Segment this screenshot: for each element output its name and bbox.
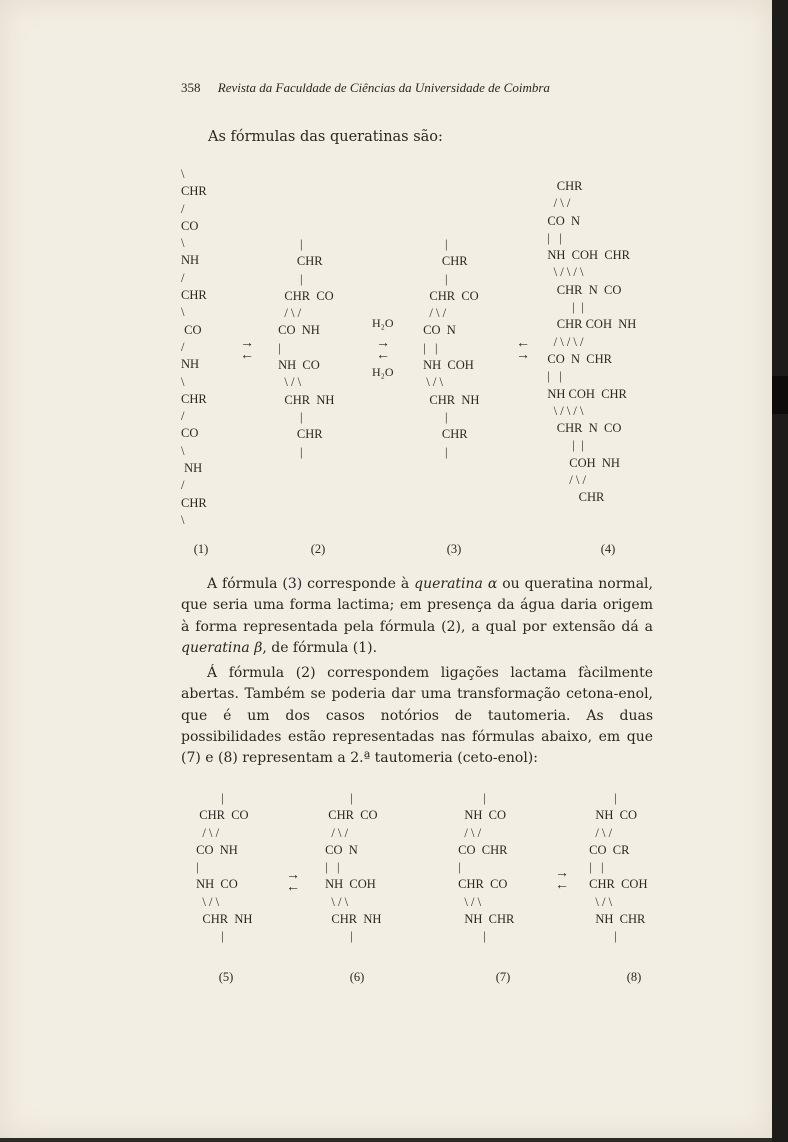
- paragraph-1-text-c: , de fórmula (1).: [262, 639, 378, 656]
- water-label-bottom: H₂O: [372, 365, 394, 379]
- formula-8: | NH CO / \ / CO CR | | CHR COH \ / \ NH CHR |: [589, 791, 648, 944]
- paragraph-1-emphasis-a: queratina α: [414, 576, 498, 592]
- paragraph-1-text-b: ou queratina normal, que seria uma forma lactima; em presença da água daria origem à forma representada pela fórmula (2), a qual por extensão dá a: [181, 576, 653, 635]
- equilibrium-arrow-5: → ←: [286, 868, 300, 895]
- formula-label-3: (3): [446, 542, 462, 556]
- formula-label-5: (5): [218, 970, 234, 984]
- formula-1: \ CHR / CO \ NH / CHR \ CO / NH \ CHR / CO \ NH / CHR \: [181, 167, 207, 527]
- formula-label-1: (1): [193, 542, 209, 556]
- formula-6: | CHR CO / \ / CO N | | NH COH \ / \ CHR NH |: [325, 791, 382, 944]
- formula-label-7: (7): [495, 970, 511, 984]
- equilibrium-arrow-3: ← →: [516, 336, 530, 363]
- paragraph-1: [181, 574, 653, 659]
- intro-line: As fórmulas das queratinas são:: [208, 129, 443, 145]
- paragraph-1-emphasis-b: queratina β: [181, 639, 263, 656]
- journal-title: Revista da Faculdade de Ciências da Universidade de Coimbra: [217, 80, 550, 95]
- paragraph-2-text: Á fórmula (2) correspondem ligações lactama fàcilmente abertas. Também se poderia dar uma transformação cetona-enol, que é um dos casos notórios de tautomeria. As duas possibilidades estão representadas nas fórmulas abaixo, em que (7) e (8) representam a 2.ª tautomeria (ceto-enol):: [181, 665, 653, 767]
- formula-label-8: (8): [626, 970, 642, 984]
- formula-label-4: (4): [600, 542, 616, 556]
- book-spine: [772, 0, 788, 1142]
- formula-7: | NH CO / \ / CO CHR | CHR CO \ / \ NH CHR |: [458, 791, 515, 944]
- formula-3: | CHR | CHR CO / \ / CO N | | NH COH \ / \ CHR NH | CHR |: [423, 237, 480, 459]
- equilibrium-arrow-1: → ←: [240, 336, 254, 363]
- paragraph-1-text-a: A fórmula (3) corresponde à: [207, 576, 415, 592]
- formula-label-2: (2): [310, 542, 326, 556]
- running-header: [181, 80, 550, 96]
- formula-4: CHR / \ / CO N | | NH COH CHR \ / \ / \ CHR N CO | | CHR COH NH / \ / \ / CO N CHR | | NH COH CHR \ / \ / \ CHR N CO | | COH NH / \ / CHR: [547, 179, 637, 505]
- paragraph-2: [181, 663, 653, 769]
- page-number: 358: [181, 80, 201, 95]
- equilibrium-arrow-7: → ←: [555, 866, 569, 893]
- formula-2: | CHR | CHR CO / \ / CO NH | NH CO \ / \ CHR NH | CHR |: [278, 237, 335, 459]
- formula-label-6: (6): [349, 970, 365, 984]
- equilibrium-arrow-2: → ←: [376, 336, 390, 363]
- formula-5: | CHR CO / \ / CO NH | NH CO \ / \ CHR NH |: [196, 791, 253, 944]
- page-tab-mark: [772, 376, 788, 414]
- water-label-top: H₂O: [372, 316, 394, 330]
